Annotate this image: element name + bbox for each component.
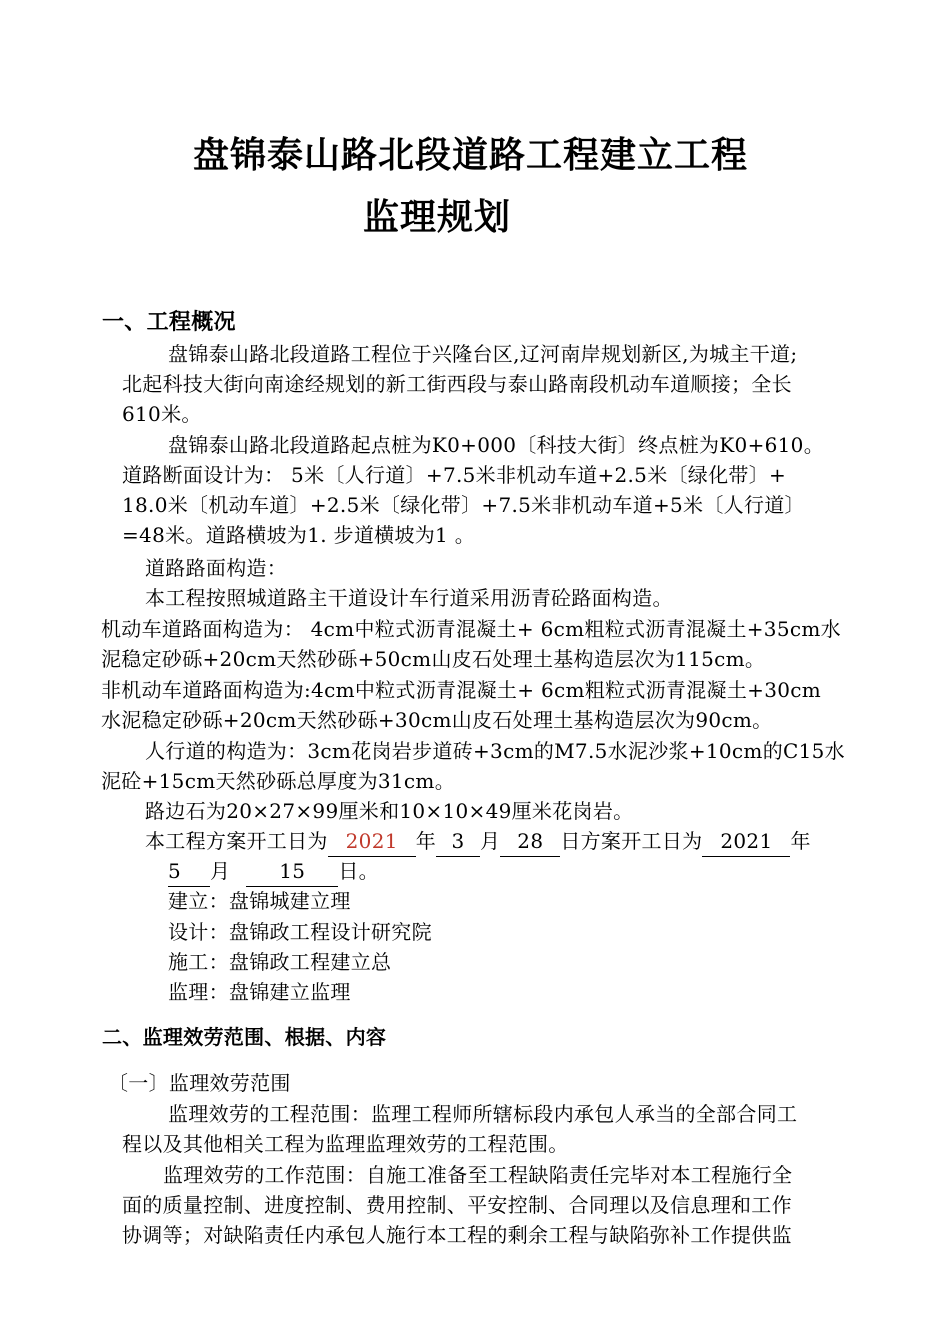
paragraph-line: 18.0米〔机动车道〕+2.5米〔绿化带〕+7.5米非机动车道+5米〔人行道〕	[122, 493, 805, 517]
party-contractor: 施工：盘锦政工程建立总	[168, 950, 392, 974]
paragraph-line: 盘锦泰山路北段道路工程位于兴隆台区,辽河南岸规划新区,为城主干道;	[168, 342, 798, 366]
paragraph-line: 监理效劳的工作范围：自施工准备至工程缺陷责任完毕对本工程施行全	[163, 1163, 793, 1187]
subsection-heading: 〔一〕监理效劳范围	[108, 1071, 291, 1095]
day-label: 日。	[338, 859, 379, 883]
paragraph-line: 机动车道路面构造为： 4cm中粒式沥青混凝土+ 6cm粗粒式沥青混凝土+35cm水	[101, 617, 841, 641]
month-label: 月	[210, 859, 231, 883]
schedule-mid: 日方案开工日为	[560, 829, 703, 853]
document-title-line1: 盘锦泰山路北段道路工程建立工程	[193, 135, 749, 176]
paragraph-line: 协调等；对缺陷责任内承包人施行本工程的剩余工程与缺陷弥补工作提供监	[122, 1223, 792, 1247]
start-day-field: 28	[500, 826, 560, 857]
section-heading-scope: 二、监理效劳范围、根据、内容	[102, 1025, 387, 1049]
section-heading-overview: 一、工程概况	[102, 310, 236, 335]
paragraph-line: 程以及其他相关工程为监理监理效劳的工程范围。	[122, 1132, 569, 1156]
end-day-field: 15	[246, 856, 338, 887]
start-month-field: 3	[436, 826, 480, 857]
paragraph-line: 水泥稳定砂砾+20cm天然砂砾+30cm山皮石处理土基构造层次为90cm。	[101, 708, 773, 732]
paragraph-line: 泥砼+15cm天然砂砾总厚度为31cm。	[101, 769, 455, 793]
party-designer: 设计：盘锦政工程设计研究院	[168, 920, 432, 944]
month-label: 月	[480, 829, 501, 853]
paragraph-line: 路边石为20×27×99厘米和10×10×49厘米花岗岩。	[145, 799, 634, 823]
end-month-field: 5	[168, 856, 210, 887]
paragraph-line: 非机动车道路面构造为:4cm中粒式沥青混凝土+ 6cm粗粒式沥青混凝土+30cm	[101, 678, 822, 702]
paragraph-line: 610米。	[122, 402, 202, 426]
start-year-field: 2021	[328, 826, 416, 857]
party-supervisor: 监理：盘锦建立监理	[168, 980, 351, 1004]
paragraph-line: =48米。道路横坡为1. 步道横坡为1 。	[122, 523, 476, 547]
paragraph-line: 泥稳定砂砾+20cm天然砂砾+50cm山皮石处理土基构造层次为115cm。	[101, 647, 766, 671]
schedule-prefix: 本工程方案开工日为	[145, 829, 328, 853]
schedule-line	[145, 826, 811, 857]
paragraph-line: 人行道的构造为：3cm花岗岩步道砖+3cm的M7.5水泥沙浆+10cm的C15水	[145, 739, 845, 763]
paragraph-line: 面的质量控制、进度控制、费用控制、平安控制、合同理以及信息理和工作	[122, 1193, 792, 1217]
schedule-line-2	[168, 856, 379, 887]
paragraph-line: 盘锦泰山路北段道路起点桩为K0+000〔科技大街〕终点桩为K0+610。	[168, 433, 824, 457]
paragraph-line: 道路路面构造：	[145, 556, 288, 580]
end-year-field: 2021	[702, 826, 790, 857]
document-title-line2: 监理规划	[363, 197, 512, 238]
year-label: 年	[415, 829, 437, 853]
paragraph-line: 本工程按照城道路主干道设计车行道采用沥青砼路面构造。	[145, 586, 673, 610]
paragraph-line: 监理效劳的工程范围：监理工程师所辖标段内承包人承当的全部合同工	[168, 1102, 798, 1126]
party-builder: 建立：盘锦城建立理	[168, 889, 351, 913]
paragraph-line: 北起科技大街向南途经规划的新工街西段与泰山路南段机动车道顺接；全长	[122, 372, 792, 396]
paragraph-line: 道路断面设计为： 5米〔人行道〕+7.5米非机动车道+2.5米〔绿化带〕+	[122, 463, 787, 487]
year-label: 年	[790, 829, 811, 853]
